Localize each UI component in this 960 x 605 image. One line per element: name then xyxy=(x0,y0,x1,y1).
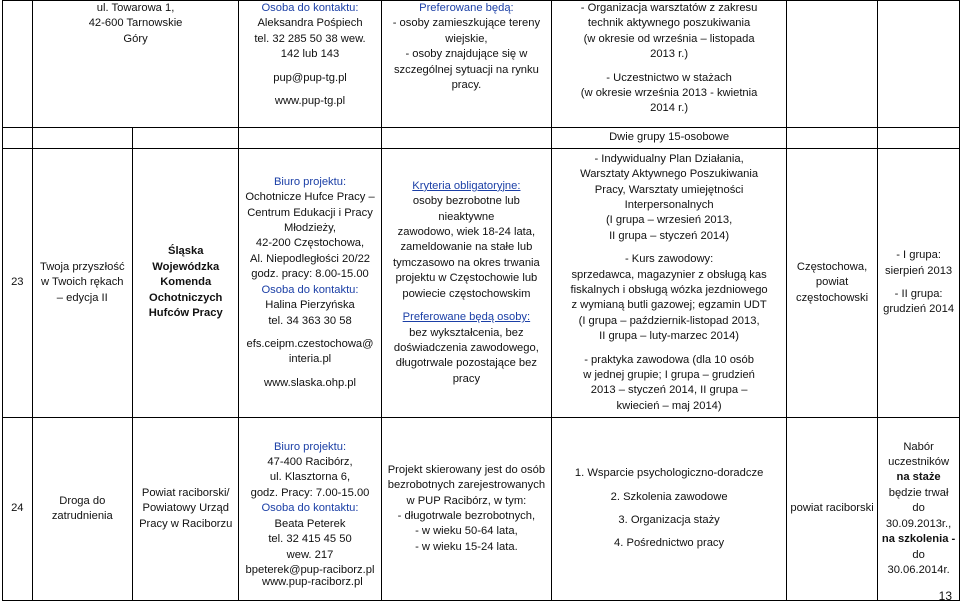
cont-contact-cell xyxy=(239,1,381,128)
target-group-cell xyxy=(381,418,552,601)
table-row xyxy=(3,418,960,601)
address-line-2: 42-600 Tarnowskie xyxy=(88,17,183,30)
support-line: II grupa – luty-marzec 2014) xyxy=(599,330,740,343)
contact-line-1: Aleksandra Pośpiech xyxy=(257,17,363,30)
support-line: z wymianą butli gazowej; egzamin UDT xyxy=(571,299,767,312)
forms1-line-3: (w okresie od września – listopada xyxy=(583,32,755,45)
period-line: do xyxy=(912,502,925,515)
preferred-line: doświadczenia zawodowego, xyxy=(393,341,539,354)
organizer-line: Pracy w Raciborzu xyxy=(139,517,233,530)
support-line: 4. Pośrednictwo pracy xyxy=(614,537,725,550)
table-row xyxy=(3,149,960,418)
criteria-line: zawodowo, wiek 18-24 lata, xyxy=(397,226,536,239)
contact-www[interactable]: www.pup-tg.pl xyxy=(274,95,346,108)
period-line: 30.06.2014r. xyxy=(887,563,950,576)
contact-line: wew. 217 xyxy=(286,548,334,561)
contact-line: Beata Peterek xyxy=(274,517,346,530)
support-line: Warsztaty Aktywnego Poszukiwania xyxy=(580,168,759,181)
criteria-cell xyxy=(381,149,552,418)
criteria-line: projektu w Częstochowie lub xyxy=(395,272,538,285)
office-line: Ochotnicze Hufce Pracy – xyxy=(245,191,375,204)
support-line: - Kurs zawodowy: xyxy=(624,253,714,266)
forms2-line-1: - Uczestnictwo w stażach xyxy=(606,71,732,84)
support-line: Interpersonalnych xyxy=(624,198,714,211)
support-forms-cell xyxy=(552,149,787,418)
project-title-line: zatrudnienia xyxy=(51,510,113,522)
office-line: Al. Niepodległości 20/22 xyxy=(249,252,371,265)
contact-line: tel. 34 363 30 58 xyxy=(268,314,352,327)
forms1-line-1: - Organizacja warsztatów z zakresu xyxy=(580,2,758,14)
period-line: będzie trwał xyxy=(888,486,949,499)
target-line: - długotrwale bezrobotnych, xyxy=(397,510,536,522)
period-line: na staże xyxy=(896,471,941,484)
office-label: Biuro projektu: xyxy=(273,440,347,453)
organizer-line: Powiat raciborski/ xyxy=(141,486,230,499)
project-title-cell xyxy=(32,149,132,418)
area-line: Częstochowa, xyxy=(796,260,868,273)
office-line: Młodzieży, xyxy=(284,222,337,235)
preferred-line-2: wiejskie, xyxy=(445,32,488,45)
contact-line: Halina Pierzyńska xyxy=(265,299,355,312)
office-line: 42-200 Częstochowa, xyxy=(255,237,365,250)
period-line: - II grupa: xyxy=(894,288,943,300)
contact-line-3: 142 lub 143 xyxy=(280,48,340,61)
row-number: 24 xyxy=(3,418,33,601)
contact-label: Osoba do kontaktu: xyxy=(261,502,359,515)
forms2-line-3: 2014 r.) xyxy=(650,102,689,115)
groups-empty-4 xyxy=(239,128,381,149)
groups-cell: Dwie grupy 15-osobowe xyxy=(552,128,787,149)
contact-label: Osoba do kontaktu: xyxy=(261,283,359,296)
project-title-line: – edycja II xyxy=(56,291,108,304)
cont-forms-cell xyxy=(552,1,787,128)
office-cell xyxy=(239,418,381,601)
contact-email[interactable]: efs.ceipm.czestochowa@ xyxy=(246,337,374,350)
contact-email[interactable]: bpeterek@pup-raciborz.pl xyxy=(245,563,375,576)
address-line-1: ul. Towarowa 1, xyxy=(96,2,175,14)
continuation-row xyxy=(3,1,960,128)
project-title-line: w Twoich rękach xyxy=(41,276,124,289)
preferred-line-4: szczególnej sytuacji na rynku xyxy=(393,63,539,76)
office-line: ul. Klasztorna 6, xyxy=(269,471,351,484)
target-line: w PUP Racibórz, w tym: xyxy=(406,494,527,507)
project-title-cell xyxy=(32,418,132,601)
criteria-line: osoby bezrobotne lub nieaktywne xyxy=(412,195,520,223)
projects-table xyxy=(2,0,960,601)
support-line: 1. Wsparcie psychologiczno-doradcze xyxy=(574,467,764,480)
organizer-line: Ochotniczych xyxy=(149,291,223,304)
area-line: częstochowski xyxy=(795,291,869,304)
preferred-line-1: - osoby zamieszkujące tereny xyxy=(392,17,541,30)
organizer-line: Wojewódzka xyxy=(152,260,220,273)
address-line-3: Góry xyxy=(123,32,148,45)
project-title-line: Twoja przyszłość xyxy=(40,260,125,273)
contact-line-2: tel. 32 285 50 38 wew. xyxy=(254,32,366,45)
groups-empty-2 xyxy=(32,128,132,149)
cont-area-cell xyxy=(786,1,877,128)
period-line: grudzień 2014 xyxy=(883,303,955,316)
period-cell xyxy=(878,149,960,418)
organizer-line: Powiatowy Urząd xyxy=(142,502,229,515)
groups-empty-8 xyxy=(878,128,960,149)
support-line: 3. Organizacja staży xyxy=(618,514,720,526)
criteria-label: Kryteria obligatoryjne: xyxy=(412,179,521,192)
support-line: fiskalnych i obsługą wózka jezdniowego xyxy=(570,284,768,296)
organizer-line: Komenda xyxy=(160,276,212,289)
target-line: bezrobotnych zarejestrowanych xyxy=(387,479,546,492)
cont-preferred-cell xyxy=(381,1,552,128)
office-label: Biuro projektu: xyxy=(273,175,347,188)
cont-num-cell xyxy=(3,1,33,128)
area-line: powiat xyxy=(815,276,849,289)
organizer-cell xyxy=(132,149,239,418)
project-title-line: Droga do xyxy=(59,494,106,507)
preferred-line: długotrwale pozostające bez pracy xyxy=(395,357,537,385)
period-line: do xyxy=(912,548,925,561)
contact-email[interactable]: interia.pl xyxy=(288,353,332,366)
contact-line: tel. 32 415 45 50 xyxy=(268,533,352,546)
support-line: Pracy, Warsztaty umiejętności xyxy=(594,183,744,196)
contact-email[interactable]: pup@pup-tg.pl xyxy=(273,71,347,84)
criteria-line: tymczasowo na okres trwania xyxy=(393,256,540,269)
target-line: - w wieku 50-64 lata, xyxy=(415,525,518,538)
period-cell xyxy=(878,418,960,601)
office-line: 47-400 Racibórz, xyxy=(267,456,353,469)
preferred-label: Preferowane będą osoby: xyxy=(402,311,531,324)
criteria-line: zameldowanie na stałe lub xyxy=(400,241,533,254)
support-line: w jednej grupie; I grupa – grudzień xyxy=(583,369,755,382)
support-line: - praktyka zawodowa (dla 10 osób xyxy=(584,353,754,366)
office-line: Centrum Edukacji i Pracy xyxy=(247,206,373,219)
support-line: 2. Szkolenia zawodowe xyxy=(610,490,728,503)
support-line: (I grupa – październik-listopad 2013, xyxy=(578,314,760,327)
period-line: 30.09.2013r., xyxy=(885,517,952,530)
support-line: (I grupa – wrzesień 2013, xyxy=(605,214,733,227)
organizer-cell xyxy=(132,418,239,601)
row24-www[interactable]: www.pup-raciborz.pl xyxy=(262,576,363,588)
cont-address-cell xyxy=(32,1,239,128)
period-line: uczestników xyxy=(888,456,950,469)
criteria-line: powiecie częstochowskim xyxy=(402,287,531,300)
contact-www[interactable]: www.slaska.ohp.pl xyxy=(263,376,357,389)
forms1-line-2: technik aktywnego poszukiwania xyxy=(587,17,751,30)
groups-empty-3 xyxy=(132,128,239,149)
support-forms-cell xyxy=(552,418,787,601)
preferred-line-5: pracy. xyxy=(451,79,482,92)
target-line: Projekt skierowany jest do osób xyxy=(387,463,546,476)
support-line: - Indywidualny Plan Działania, xyxy=(594,152,744,165)
support-line: 2013 – styczeń 2014, II grupa – xyxy=(590,384,748,397)
row-number: 23 xyxy=(3,149,33,418)
forms2-line-2: (w okresie września 2013 - kwietnia xyxy=(580,87,758,100)
preferred-label: Preferowane będą: xyxy=(419,2,514,14)
page-number: 13 xyxy=(938,589,952,603)
area-cell xyxy=(786,149,877,418)
office-line: godz. Pracy: 7.00-15.00 xyxy=(250,486,370,499)
preferred-line-3: - osoby znajdujące się w xyxy=(405,48,528,61)
support-line: kwiecień – maj 2014) xyxy=(616,399,722,412)
groups-row xyxy=(3,128,960,149)
support-line: sprzedawca, magazynier z obsługą kas xyxy=(571,268,767,281)
forms1-line-4: 2013 r.) xyxy=(650,48,689,61)
area-cell: powiat raciborski xyxy=(786,418,877,601)
groups-empty-5 xyxy=(381,128,552,149)
period-line: sierpień 2013 xyxy=(884,264,953,277)
period-line: - I grupa: xyxy=(896,249,941,262)
groups-empty-1 xyxy=(3,128,33,149)
period-line: na szkolenia - xyxy=(881,533,956,546)
organizer-line: Hufców Pracy xyxy=(148,307,223,320)
office-cell xyxy=(239,149,381,418)
cont-period-cell xyxy=(878,1,960,128)
office-line: godz. pracy: 8.00-15.00 xyxy=(251,268,369,281)
contact-label: Osoba do kontaktu: xyxy=(261,2,359,14)
support-line: II grupa – styczeń 2014) xyxy=(609,229,730,242)
preferred-line: bez wykształcenia, bez xyxy=(409,326,524,339)
groups-empty-7 xyxy=(786,128,877,149)
target-line: - w wieku 15-24 lata. xyxy=(415,540,518,553)
organizer-line: Śląska xyxy=(167,245,204,258)
period-line: Nabór xyxy=(903,440,934,453)
